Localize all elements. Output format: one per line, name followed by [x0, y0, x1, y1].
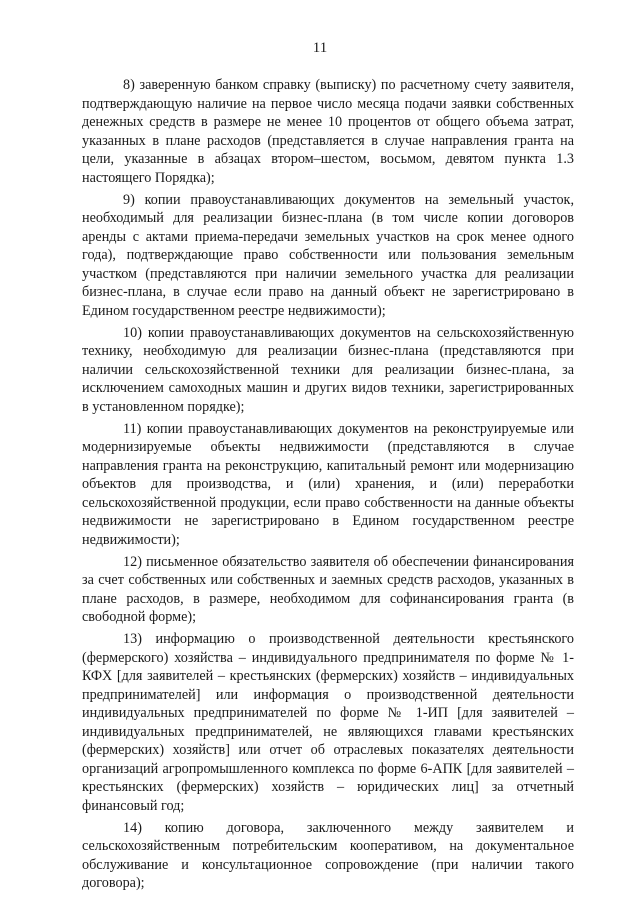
list-item-11: 11) копии правоустанавливающих документов на реконструируемые или модернизируемые объекты недвижимости (представляются в случае направления гранта на реконструкцию, капитальный ремонт или модернизацию объектов для производства, и (или) хранения, и (или) переработки сельскохозяйственной продукции, если право собственности на данные объекты недвижимости не зарегистрировано в Едином государственном реестре недвижимости);	[82, 420, 574, 548]
page-number: 11	[312, 40, 328, 56]
list-item-9: 9) копии правоустанавливающих документов на земельный участок, необходимый для реализации бизнес-плана (в том числе копии договоров аренды с актами приема-передачи земельных участков на срок менее одного года), подтверждающие право собственности или пользования земельным участком (представляются при наличии земельного участка для реализации бизнес-плана, в случае если право на данный объект не зарегистрировано в Едином государственном реестре недвижимости);	[82, 191, 574, 319]
document-body	[82, 76, 574, 896]
list-item-10: 10) копии правоустанавливающих документов на сельскохозяйственную технику, необходимую для реализации бизнес-плана (представляются при наличии сельскохозяйственной техники для реализации бизнес-плана, за исключением самоходных машин и других видов техники, зарегистрированных в установленном порядке);	[82, 324, 574, 415]
list-item-12: 12) письменное обязательство заявителя об обеспечении финансирования за счет собственных или собственных и заемных средств расходов, указанных в плане расходов, в размере, необходимом для софинансирования гранта (в свободной форме);	[82, 553, 574, 625]
list-item-8: 8) заверенную банком справку (выписку) по расчетному счету заявителя, подтверждающую наличие на первое число месяца подачи заявки собственных денежных средств в размере не менее 10 процентов от общего объема затрат, указанных в плане расходов (представляется в случае направления гранта на цели, указанные в абзацах втором–шестом, восьмом, девятом пункта 1.3 настоящего Порядка);	[82, 77, 574, 186]
list-item-14: 14) копию договора, заключенного между заявителем и сельскохозяйственным потребительским кооперативом, на документальное обслуживание и консультационное сопровождение (при наличии такого договора);	[82, 819, 574, 891]
list-item-13: 13) информацию о производственной деятельности крестьянского (фермерского) хозяйства – индивидуального предпринимателя по форме № 1-КФХ [для заявителей – крестьянских (фермерских) хозяйств – индивидуальных предпринимателей] или информация о производственной деятельности индивидуальных предпринимателей по форме № 1-ИП [для заявителей – индивидуальных предпринимателей, не являющихся главами крестьянских (фермерских) хозяйств] или отчет об отраслевых показателях деятельности организаций агропромышленного комплекса по форме 6-АПК [для заявителей – крестьянских (фермерских) хозяйств – юридических лиц] за отчетный финансовый год;	[82, 631, 574, 814]
